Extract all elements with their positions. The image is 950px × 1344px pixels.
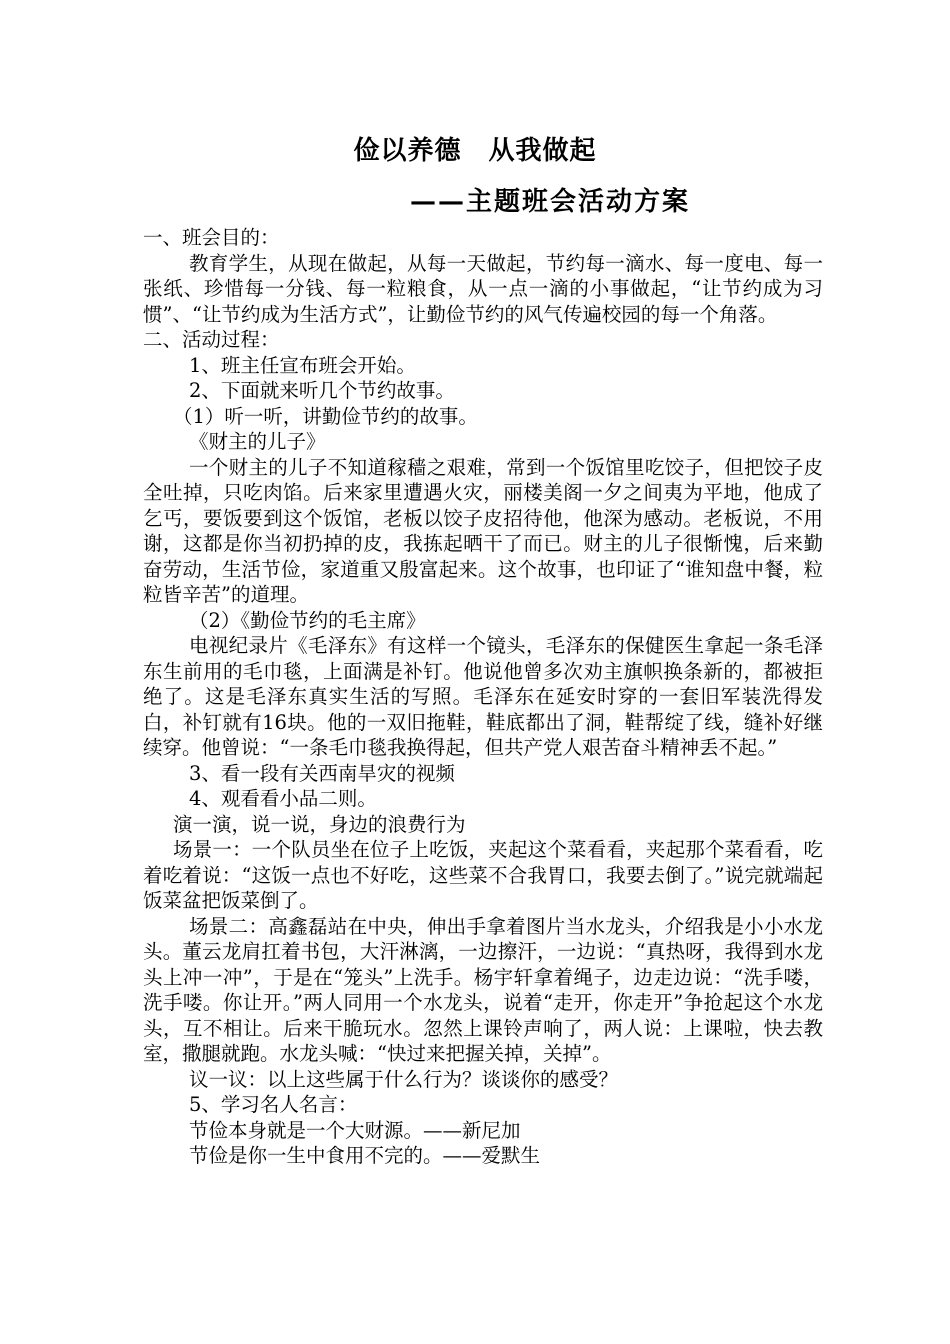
story-title-mao: （2）《勤俭节约的毛主席》 bbox=[189, 608, 426, 632]
substep-listen: （1）听一听，讲勤俭节约的故事。 bbox=[173, 404, 478, 428]
document-subtitle: ——主题班会活动方案 bbox=[410, 187, 691, 217]
story-title-rich-son: 《财主的儿子》 bbox=[189, 430, 326, 453]
story-rich-son: 一个财主的儿子不知道稼穑之艰难，常到一个饭馆里吃饺子，但把饺子皮全吐掉，只吃肉馅。后来家里遭遇火灾，丽楼美阁一夕之间夷为平地，他成了乞丐，要饭要到这个饭馆，老板以饺子皮招待他，他深为感动。老板说，不用谢，这都是你当初扔掉的皮，我拣起晒干了而已。财主的儿子很惭愧，后来勤奋劳动，生活节俭，家道重又殷富起来。这个故事，也印证了“谁知盘中餐，粒粒皆辛苦”的道理。 bbox=[143, 455, 823, 606]
scene-1: 场景一：一个队员坐在位子上吃饭，夹起这个菜看看，夹起那个菜看看，吃着吃着说：“这饭一点也不好吃，这些菜不合我胃口，我要去倒了。”说完就端起饭菜盆把饭菜倒了。 bbox=[143, 838, 823, 912]
quote-2: 节俭是你一生中食用不完的。——爱默生 bbox=[189, 1144, 541, 1167]
document-body bbox=[143, 225, 823, 1169]
section-heading-purpose: 一、班会目的： bbox=[143, 226, 280, 249]
discussion: 议一议：以上这些属于什么行为？谈谈你的感受？ bbox=[189, 1067, 619, 1091]
story-mao: 电视纪录片《毛泽东》有这样一个镜头，毛泽东的保健医生拿起一条毛泽东生前用的毛巾毯，上面满是补钉。他说他曾多次劝主旗帜换条新的，都被拒绝了。这是毛泽东真实生活的写照。毛泽东在延安时穿的一套旧军装洗得发白，补钉就有16块。他的一双旧拖鞋，鞋底都出了洞，鞋帮绽了线，缝补好继续穿。他曾说：“一条毛巾毯我换得起，但共产党人艰苦奋斗精神丢不起。” bbox=[143, 634, 823, 759]
document-title: 俭以养德 从我做起 bbox=[353, 136, 597, 166]
quote-1: 节俭本身就是一个大财源。——新尼加 bbox=[189, 1118, 521, 1142]
step-4: 4、观看看小品二则。 bbox=[189, 787, 377, 810]
section-heading-process: 二、活动过程： bbox=[143, 328, 280, 351]
step-3: 3、看一段有关西南旱灾的视频 bbox=[189, 761, 455, 785]
scene-2: 场景二：高鑫磊站在中央，伸出手拿着图片当水龙头，介绍我是小小水龙头。董云龙肩扛着书包，大汗淋漓，一边擦汗，一边说：“真热呀，我得到水龙头上冲一冲”，于是在“笼头”上洗手。杨宇轩拿着绳子，边走边说：“洗手喽，洗手喽。你让开。”两人同用一个水龙头，说着“走开，你走开”争抢起这个水龙头，互不相让。后来干脆玩水。忽然上课铃声响了，两人说：上课啦，快去教室，撒腿就跑。水龙头喊：“快过来把握关掉，关掉”。 bbox=[143, 914, 823, 1065]
paragraph-purpose: 教育学生，从现在做起，从每一天做起，节约每一滴水、每一度电、每一张纸、珍惜每一分钱、每一粒粮食，从一点一滴的小事做起，“让节约成为习惯”、“让节约成为生活方式”，让勤俭节约的风气传遍校园的每一个角落。 bbox=[143, 251, 823, 326]
step-5: 5、学习名人名言： bbox=[189, 1093, 358, 1116]
step-2: 2、下面就来听几个节约故事。 bbox=[189, 379, 455, 402]
step-1: 1、班主任宣布班会开始。 bbox=[189, 353, 416, 377]
act-it-out: 演一演，说一说，身边的浪费行为 bbox=[173, 812, 466, 836]
